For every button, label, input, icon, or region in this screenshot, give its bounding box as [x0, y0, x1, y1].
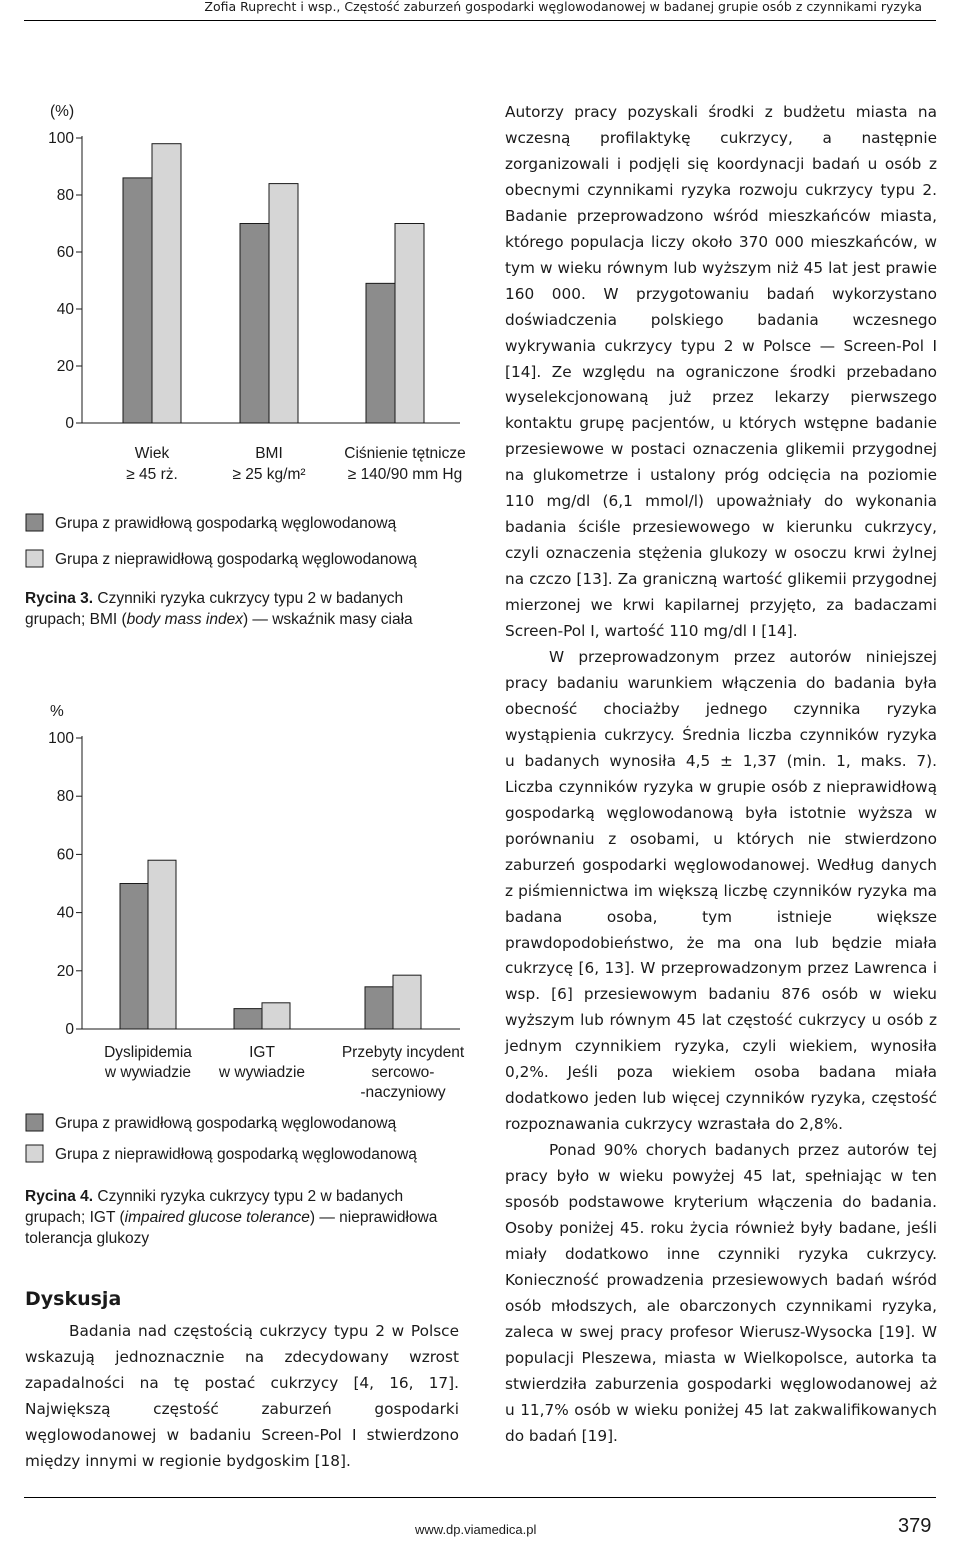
figure-3-caption-tail: ) — wskaźnik masy ciała: [242, 611, 413, 628]
right-paragraph-3: Ponad 90% chorych badanych przez autorów tej pracy było w wieku powyżej 45 lat, spełniając w ten sposób podstawowe kryterium włączenia do badania. Osoby poniżej 45. roku życia również były badane, jeśli miały dodatkowo inne czynniki ryzyka cukrzycy. Konieczność prowadzenia przesiewowych badań wśród osób młodszych, ale obarczonych czynnikami ryzyka, zaleca w swej pracy profesor Wierusz-Wysocka [19]. W populacji Pleszewa, miasta w Wielkopolsce, autorka ta stwierdziła zaburzenia gospodarki węglowodanowej aż u 11,7% osób w wieku poniżej 45 lat zakwalifikowanych do badań [19].: [505, 1141, 937, 1445]
fig4-y-tick-label: 60: [56, 846, 74, 864]
fig3-bar: [395, 224, 424, 424]
fig4-legend-swatch: [26, 1114, 43, 1131]
fig3-category-label: BMI: [255, 445, 283, 462]
fig4-category-label: sercowo-: [371, 1064, 435, 1081]
figure-3-chart: [0, 95, 480, 575]
fig3-bar: [152, 144, 181, 423]
fig3-bar: [123, 178, 152, 423]
fig3-legend-label: Grupa z nieprawidłową gospodarką węglowodanową: [55, 551, 417, 568]
fig4-bar: [234, 1009, 262, 1029]
figure-4-chart: [0, 700, 480, 1175]
fig4-y-tick-label: 80: [56, 788, 74, 806]
discussion-body: [25, 1318, 459, 1474]
fig3-category-label: Ciśnienie tętnicze: [344, 445, 466, 462]
footer-rule: [24, 1497, 936, 1498]
fig3-y-tick-label: 80: [56, 187, 74, 204]
fig4-category-label: -naczyniowy: [360, 1084, 446, 1101]
fig4-y-axis-label: %: [50, 703, 64, 720]
fig4-y-tick-label: 20: [56, 962, 74, 980]
fig4-legend-swatch: [26, 1145, 43, 1162]
fig3-bar: [366, 283, 395, 423]
fig3-y-tick-label: 60: [56, 244, 74, 261]
figure-4-caption-tail: ) — nieprawidłowa tolerancja glukozy: [25, 1209, 438, 1247]
fig4-category-label: w wywiadzie: [218, 1064, 306, 1081]
figure-3-caption-italic: body mass index: [126, 611, 243, 628]
fig4-bar: [393, 975, 421, 1029]
fig4-y-tick-label: 100: [48, 730, 74, 747]
figure-3-caption: [25, 588, 465, 630]
fig3-legend-swatch: [26, 514, 43, 531]
fig3-y-axis-label: (%): [50, 103, 75, 120]
fig4-legend-label: Grupa z prawidłową gospodarką węglowodanową: [55, 1115, 397, 1132]
running-head: Zofia Ruprecht i wsp., Częstość zaburzeń gospodarki węglowodanowej w badanej grupie osób z czynnikami ryzyka: [204, 0, 922, 14]
fig3-y-tick-label: 40: [56, 301, 74, 318]
header-rule: [24, 20, 936, 21]
fig3-category-label: Wiek: [134, 445, 170, 462]
fig3-bar: [269, 184, 298, 423]
fig4-bar: [148, 860, 176, 1029]
fig4-bar: [365, 987, 393, 1029]
figure-3-caption-label: Rycina 3.: [25, 590, 94, 607]
footer-url: www.dp.viamedica.pl: [415, 1522, 537, 1537]
fig3-category-label: ≥ 140/90 mm Hg: [347, 466, 463, 483]
figure-4-caption-italic: impaired glucose tolerance: [124, 1209, 310, 1226]
fig3-y-tick-label: 0: [65, 415, 74, 432]
right-column: [505, 100, 937, 1450]
figure-3-svg: [0, 95, 480, 575]
fig3-y-tick-label: 100: [48, 130, 74, 147]
fig3-category-label: ≥ 25 kg/m²: [232, 466, 306, 483]
fig3-legend-label: Grupa z prawidłową gospodarką węglowodanową: [55, 515, 397, 532]
page-number: 379: [898, 1515, 932, 1537]
section-title-discussion: Dyskusja: [25, 1288, 122, 1310]
fig4-legend-label: Grupa z nieprawidłową gospodarką węglowodanową: [55, 1146, 417, 1163]
fig3-bar: [240, 224, 269, 424]
discussion-paragraph: Badania nad częstością cukrzycy typu 2 w Polsce wskazują jednoznacznie na zdecydowany wzrost zapadalności na tę postać cukrzycy [4, 16, 17]. Największą częstość zaburzeń gospodarki węglowodanowej w badaniu Screen-Pol I stwierdzono między innymi w regionie bydgoskim [18].: [25, 1322, 459, 1470]
figure-4-svg: [0, 700, 480, 1175]
fig4-bar: [262, 1003, 290, 1029]
figure-4-caption-text: Czynniki ryzyka cukrzycy typu 2 w badanych grupach; IGT (: [25, 1188, 404, 1226]
fig4-category-label: Dyslipidemia: [104, 1044, 192, 1061]
fig4-category-label: Przebyty incydent: [341, 1044, 465, 1061]
fig4-category-label: IGT: [249, 1044, 275, 1061]
fig4-y-tick-label: 0: [65, 1021, 74, 1038]
right-paragraph-2: W przeprowadzonym przez autorów niniejszej pracy badaniu warunkiem włączenia do badania była obecność chociażby jednego czynnika ryzyka wystąpienia cukrzycy. Średnia liczba czynników ryzyka u badanych wynosiła 4,5 ± 1,37 (min. 1, maks. 7). Liczba czynników ryzyka w grupie osób z nieprawidłową gospodarką węglowodanową była istotnie wyższa w porównaniu z osobami, u których nie stwierdzono zaburzeń gospodarki węglowodanowej. Według danych z piśmiennictwa im większą liczbę czynników ryzyka ma badana osoba, tym istnieje większe prawdopodobieństwo, że ma ona lub będzie miała cukrzycę [6, 13]. W przeprowadzonym przez Lawrenca i wsp. [6] przesiewowym badaniu 876 osób w wieku wyższym lub równym 45 lat częstość cukrzycy u osób z jednym czynnikiem ryzyka, czyli wiekiem, wynosiła 0,2%. Jeśli poza wiekiem osoba badana miała dodatkowo jeden lub więcej czynników ryzyka, częstość rozpoznawania cukrzycy wzrastała do 2,8%.: [505, 648, 937, 1134]
right-paragraph-1: Autorzy pracy pozyskali środki z budżetu miasta na wczesną profilaktykę cukrzycy, a następnie zorganizowali i podjęli się koordynacji badań u osób z obecnymi czynnikami ryzyka rozwoju cukrzycy typu 2. Badanie przeprowadzono wśród mieszkańców miasta, którego populacja liczy około 370 000 mieszkańców, w tym w wieku równym lub wyższym niż 45 lat jest prawie 160 000. W przygotowaniu badań wykorzystano doświadczenia polskiego badania wczesnego wykrywania cukrzycy typu 2 w Polsce — Screen-Pol I [14]. Ze względu na ograniczone środki przebadano wyselekcjonowaną już przez lekarzy pierwszego kontaktu grupę pacjentów, u których wstępne badanie przesiewowe w postaci oznaczenia glikemii przygodnej na glukometrze i ustalony próg odcięcia na poziomie 110 mg/dl (6,1 mmol/l) upoważniały do wykonania badania ściśle przesiewowego w kierunku cukrzycy, czyli oznaczenia stężenia glukozy w osoczu krwi żylnej na czczo [13]. Za graniczną wartość glikemii przygodnej mierzonej we krwi kapilarnej przyjęto, za badaczami Screen-Pol I, wartość 110 mg/dl I [14].: [505, 103, 937, 641]
figure-4-caption: [25, 1186, 465, 1249]
fig3-y-tick-label: 20: [56, 358, 74, 375]
fig3-category-label: ≥ 45 rż.: [126, 466, 178, 483]
fig3-legend-swatch: [26, 550, 43, 567]
figure-3-caption-text: Czynniki ryzyka cukrzycy typu 2 w badanych grupach; BMI (: [25, 590, 404, 628]
fig4-category-label: w wywiadzie: [104, 1064, 192, 1081]
fig4-y-tick-label: 40: [56, 904, 74, 922]
fig4-bar: [120, 884, 148, 1030]
figure-4-caption-label: Rycina 4.: [25, 1188, 94, 1205]
